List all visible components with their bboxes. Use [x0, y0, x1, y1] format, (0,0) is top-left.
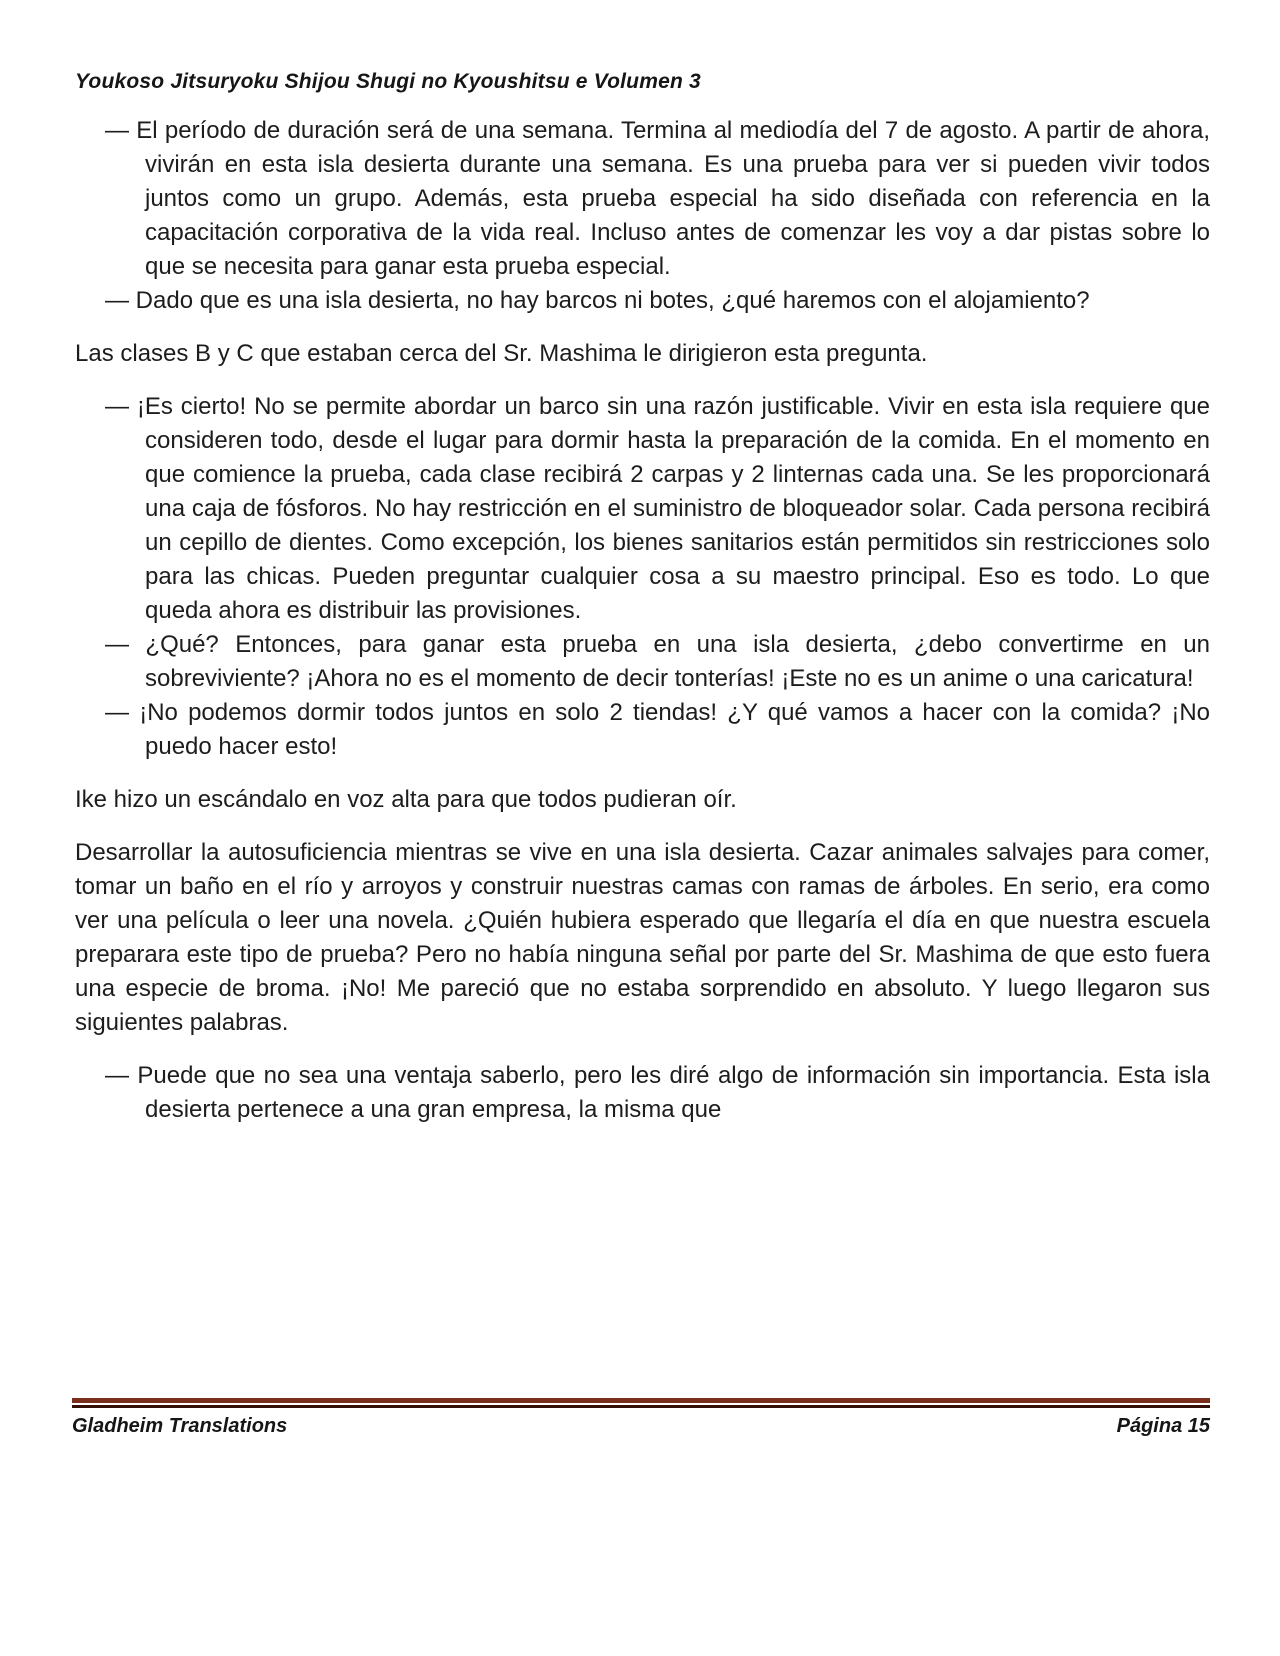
dialogue-paragraph: — ¡Es cierto! No se permite abordar un barco sin una razón justificable. Vivir en esta isla requiere que consideren todo, desde el lugar para dormir hasta la preparación de la comida. En el momento en que comience la prueba, cada clase recibirá 2 carpas y 2 linternas cada una. Se les proporcionará una caja de fósforos. No hay restricción en el suministro de bloqueador solar. Cada persona recibirá un cepillo de dientes. Como excepción, los bienes sanitarios están permitidos sin restricciones solo para las chicas. Pueden preguntar cualquier cosa a su maestro principal. Eso es todo. Lo que queda ahora es distribuir las provisiones.	[105, 393, 1210, 624]
dialogue-paragraph: — El período de duración será de una semana. Termina al mediodía del 7 de agosto. A partir de ahora, vivirán en esta isla desierta durante una semana. Es una prueba para ver si pueden vivir todos juntos como un grupo. Además, esta prueba especial ha sido diseñada con referencia en la capacitación corporativa de la vida real. Incluso antes de comenzar les voy a dar pistas sobre lo que se necesita para ganar esta prueba especial.	[105, 117, 1210, 280]
dialogue-paragraph: — Puede que no sea una ventaja saberlo, pero les diré algo de información sin importancia. Esta isla desierta pertenece a una gran empresa, la misma que	[105, 1062, 1210, 1123]
dialogue-paragraph: — Dado que es una isla desierta, no hay barcos ni botes, ¿qué haremos con el alojamiento?	[105, 287, 1090, 314]
page-header-title: Youkoso Jitsuryoku Shijou Shugi no Kyoushitsu e Volumen 3	[75, 70, 701, 93]
dialogue-paragraph: — ¿Qué? Entonces, para ganar esta prueba en una isla desierta, ¿debo convertirme en un sobreviviente? ¡Ahora no es el momento de decir tonterías! ¡Este no es un anime o una caricatura!	[105, 631, 1210, 692]
paragraph: Las clases B y C que estaban cerca del Sr. Mashima le dirigieron esta pregunta.	[75, 340, 928, 367]
footer-translator-credit: Gladheim Translations	[72, 1415, 288, 1437]
footer-rule-bottom	[72, 1405, 1210, 1408]
footer-rule-top	[72, 1398, 1210, 1403]
dialogue-paragraph: — ¡No podemos dormir todos juntos en solo 2 tiendas! ¿Y qué vamos a hacer con la comida? ¡No puedo hacer esto!	[105, 699, 1210, 760]
footer-page-number: Página 15	[1116, 1415, 1210, 1437]
paragraph: Desarrollar la autosuficiencia mientras se vive en una isla desierta. Cazar animales salvajes para comer, tomar un baño en el río y arroyos y construir nuestras camas con ramas de árboles. En serio, era como ver una película o leer una novela. ¿Quién hubiera esperado que llegaría el día en que nuestra escuela preparara este tipo de prueba? Pero no había ninguna señal por parte del Sr. Mashima de que esto fuera una especie de broma. ¡No! Me pareció que no estaba sorprendido en absoluto. Y luego llegaron sus siguientes palabras.	[75, 839, 1210, 1036]
page-footer	[72, 1398, 1210, 1438]
paragraph: Ike hizo un escándalo en voz alta para que todos pudieran oír.	[75, 786, 737, 813]
document-body	[75, 114, 1210, 1127]
footer-row	[72, 1415, 1210, 1438]
